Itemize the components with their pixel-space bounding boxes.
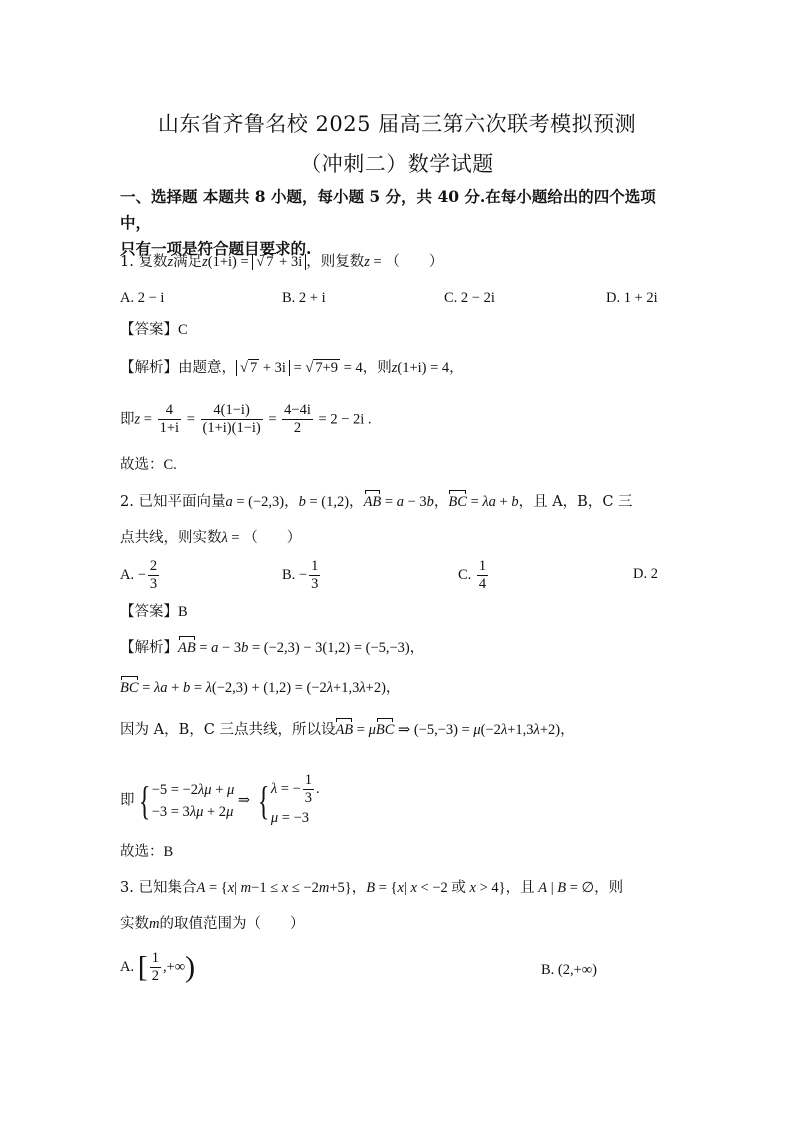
- q1-answer: 【答案】C: [120, 322, 188, 338]
- q2-analysis-line2: BC = λa + b = λ(−2,3) + (1,2) = (−2λ+1,3λ+2)，: [120, 680, 401, 696]
- q2-analysis-line4: 即{ −5 = −2λμ + μ −3 = 3λμ + 2μ ⇒ { λ = − $\frac{1}{3}$ . μ = −3: [120, 772, 320, 826]
- q2-analysis-line3: 因为 A，B，C 三点共线，所以设AB = μBC ⇒ (−5,−3) = μ(−2λ+1,3λ+2)，: [120, 722, 575, 738]
- q3-option-a: A. [ $\frac{1}{2}$ ,+∞): [120, 950, 196, 984]
- q3-stem-line1: 3. 已知集合A = {x| m−1 ≤ x ≤ −2m+5}，B = {x| x < −2 或 x > 4}，且 A | B = ∅，则: [120, 880, 624, 896]
- q1-stem: 1. 复数z满足z(1+i) = √ 7 + 3i ，则复数z = （ ）: [120, 254, 444, 270]
- doc-title-line1: 山东省齐鲁名校 2025 届高三第六次联考模拟预测: [157, 112, 637, 136]
- q2-answer: 【答案】B: [120, 604, 188, 620]
- doc-title-line2: （冲刺二）数学试题: [300, 152, 494, 176]
- q1-option-a: A. 2 − i: [120, 290, 165, 306]
- section-heading-line2: 只有一项是符合题目要求的.: [120, 239, 312, 258]
- q3-stem-line2: 实数m的取值范围为（ ）: [120, 916, 305, 932]
- q2-option-a: A. − $\frac{2}{3}$: [120, 558, 158, 592]
- section-heading-line1: 一、选择题 本题共 8 小题，每小题 5 分，共 40 分.在每小题给出的四个选项中，: [120, 187, 656, 232]
- q2-option-b: B. − $\frac{1}{3}$: [282, 558, 319, 592]
- q2-conclusion: 故选：B: [120, 844, 174, 860]
- q1-option-c: C. 2 − 2i: [444, 290, 495, 306]
- q1-analysis-line1: 【解析】由题意， √ 7 + 3i = √ 7+9 = 4，则z(1+i) = 4，: [120, 360, 464, 376]
- q2-stem-line2: 点共线，则实数λ = （ ）: [120, 530, 302, 546]
- q1-option-d: D. 1 + 2i: [606, 290, 658, 306]
- q2-stem-line1: 2. 已知平面向量a = (−2,3)，b = (1,2)，AB = a − 3b，BC = λa + b，且 A，B，C 三: [120, 494, 633, 510]
- q2-option-d: D. 2: [633, 566, 658, 582]
- q1-conclusion: 故选：C.: [120, 457, 177, 473]
- q1-analysis-line2: 即z = $\frac{4}{1+i}$ = $\frac{4(1-i)}{(1+i)(1-i)}$ = $\frac{4-4i}{2}$ = 2 − 2i .: [120, 402, 372, 436]
- section-heading: [120, 184, 680, 262]
- q2-analysis-line1: 【解析】AB = a − 3b = (−2,3) − 3(1,2) = (−5,−3)，: [120, 640, 425, 656]
- q2-option-c: C. $\frac{1}{4}$: [458, 558, 487, 592]
- q3-option-b: B. (2,+∞): [541, 962, 597, 978]
- q1-option-b: B. 2 + i: [282, 290, 326, 306]
